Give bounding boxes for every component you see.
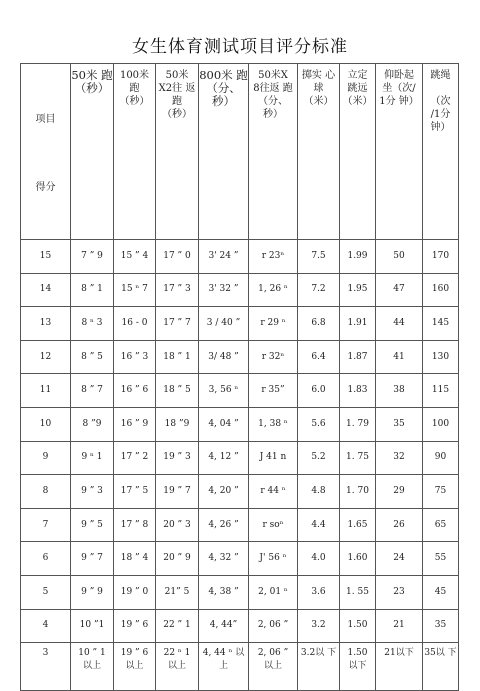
table-cell: 8 ”9 (71, 407, 114, 441)
table-cell: J' 56 ⁿ (249, 542, 298, 576)
table-cell: 38 (376, 374, 423, 408)
table-cell: 90 (423, 441, 459, 475)
table-cell: 1. 70 (340, 475, 376, 509)
score-cell: 3 (21, 643, 71, 691)
table-cell: 17 ” 8 (114, 508, 156, 542)
table-cell: 1. 75 (340, 441, 376, 475)
table-cell: 21 (376, 609, 423, 643)
table-cell: 1.50 (340, 609, 376, 643)
table-cell: 3' 24 ” (199, 240, 249, 274)
table-cell: 16 - 0 (114, 307, 156, 341)
table-cell: 8 ” 1 (71, 273, 114, 307)
table-cell: 1.91 (340, 307, 376, 341)
table-cell: 47 (376, 273, 423, 307)
table-cell: 3.6 (298, 575, 340, 609)
score-cell: 6 (21, 542, 71, 576)
table-cell: 4, 12 ” (199, 441, 249, 475)
table-cell: 1. 79 (340, 407, 376, 441)
score-cell: 15 (21, 240, 71, 274)
table-cell: r 44 ⁿ (249, 475, 298, 509)
table-row (21, 407, 459, 441)
table-row (21, 643, 459, 691)
column-header: 跳绳 （次 /1分 钟） (423, 64, 459, 240)
column-header: 100米 跑 （秒） (114, 64, 156, 240)
table-cell: 1, 38 ⁿ (249, 407, 298, 441)
table-cell: 4, 38 ” (199, 575, 249, 609)
column-header: 50米X 8往返 跑 （分、 秒） (249, 64, 298, 240)
table-cell: 10 ” 1 以上 (71, 643, 114, 691)
table-cell: 16 ” 9 (114, 407, 156, 441)
table-cell: 20 ” 3 (156, 508, 199, 542)
table-cell: 19 ” 6 (114, 609, 156, 643)
table-cell: 4, 20 ” (199, 475, 249, 509)
table-cell: 17 ” 2 (114, 441, 156, 475)
table-cell: 35以 下 (423, 643, 459, 691)
table-cell: 1.60 (340, 542, 376, 576)
table-cell: 21” 5 (156, 575, 199, 609)
table-cell: 4, 44 ⁿ 以 上 (199, 643, 249, 691)
table-cell: 3.2以 下 (298, 643, 340, 691)
table-row (21, 340, 459, 374)
table-cell: 32 (376, 441, 423, 475)
table-cell: 18 ” 5 (156, 374, 199, 408)
table-row (21, 542, 459, 576)
table-cell: 115 (423, 374, 459, 408)
column-header: 50米 X2往 返 跑 （秒） (156, 64, 199, 240)
table-cell: 23 (376, 575, 423, 609)
table-cell: 4, 04 ” (199, 407, 249, 441)
page-title: 女生体育测试项目评分标准 (132, 37, 348, 57)
table-cell: 160 (423, 273, 459, 307)
score-cell: 14 (21, 273, 71, 307)
score-cell: 5 (21, 575, 71, 609)
table-cell: 1.99 (340, 240, 376, 274)
score-table (20, 63, 459, 691)
table-row (21, 575, 459, 609)
table-cell: 1. 55 (340, 575, 376, 609)
table-cell: 3/ 48 ” (199, 340, 249, 374)
header-row (21, 64, 459, 240)
table-cell: 130 (423, 340, 459, 374)
table-cell: 65 (423, 508, 459, 542)
table-cell: 4, 44” (199, 609, 249, 643)
table-cell: 9 ” 3 (71, 475, 114, 509)
table-row (21, 374, 459, 408)
score-cell: 10 (21, 407, 71, 441)
table-cell: 29 (376, 475, 423, 509)
score-cell: 7 (21, 508, 71, 542)
table-cell: 1, 26 ⁿ (249, 273, 298, 307)
table-cell: 5.6 (298, 407, 340, 441)
table-cell: 6.4 (298, 340, 340, 374)
score-label: 得分 (35, 182, 56, 193)
table-cell: 41 (376, 340, 423, 374)
table-row (21, 609, 459, 643)
table-cell: 20 ” 9 (156, 542, 199, 576)
table-cell: 17 ” 0 (156, 240, 199, 274)
table-cell: 26 (376, 508, 423, 542)
table-cell: 3.2 (298, 609, 340, 643)
table-cell: 8 ” 5 (71, 340, 114, 374)
table-cell: 16 ” 6 (114, 374, 156, 408)
table-cell: 3, 56 ⁿ (199, 374, 249, 408)
table-row (21, 273, 459, 307)
table-cell: 170 (423, 240, 459, 274)
table-cell: 3 / 40 ” (199, 307, 249, 341)
score-cell: 13 (21, 307, 71, 341)
score-cell: 9 (21, 441, 71, 475)
column-header: 掷实 心 球 （米） (298, 64, 340, 240)
table-cell: 19 ” 6 以上 (114, 643, 156, 691)
table-cell: 4.0 (298, 542, 340, 576)
table-cell: 8 ” 7 (71, 374, 114, 408)
table-row (21, 307, 459, 341)
table-cell: 17 ” 5 (114, 475, 156, 509)
table-cell: 9 ⁿ 1 (71, 441, 114, 475)
table-cell: 21以下 (376, 643, 423, 691)
table-cell: 9 ” 7 (71, 542, 114, 576)
score-cell: 8 (21, 475, 71, 509)
score-cell: 12 (21, 340, 71, 374)
table-row (21, 508, 459, 542)
table-cell: 17 ” 3 (156, 273, 199, 307)
table-cell: 8 ⁿ 3 (71, 307, 114, 341)
table-cell: 55 (423, 542, 459, 576)
table-cell: 100 (423, 407, 459, 441)
table-cell: 6.8 (298, 307, 340, 341)
table-cell: 4.4 (298, 508, 340, 542)
table-cell: 1.87 (340, 340, 376, 374)
table-cell: 7 ” 9 (71, 240, 114, 274)
table-cell: J 41 n (249, 441, 298, 475)
table-cell: 3' 32 ” (199, 273, 249, 307)
table-cell: 75 (423, 475, 459, 509)
score-cell: 11 (21, 374, 71, 408)
table-cell: 1.83 (340, 374, 376, 408)
table-cell: 19 ” 3 (156, 441, 199, 475)
table-cell: 145 (423, 307, 459, 341)
table-cell: 6.0 (298, 374, 340, 408)
table-row (21, 240, 459, 274)
table-cell: 50 (376, 240, 423, 274)
column-header: 仰卧起 坐（次/ 1分 钟） (376, 64, 423, 240)
table-cell: 9 ” 5 (71, 508, 114, 542)
table-cell: 9 ” 9 (71, 575, 114, 609)
table-cell: 45 (423, 575, 459, 609)
score-cell: 4 (21, 609, 71, 643)
table-cell: 4, 32 ” (199, 542, 249, 576)
item-label: 项目 (35, 114, 56, 125)
table-cell: 35 (423, 609, 459, 643)
table-cell: 18 ” 4 (114, 542, 156, 576)
table-cell: 10 ”1 (71, 609, 114, 643)
column-header: 800米 跑 （分、 秒） (199, 64, 249, 240)
table-cell: 16 ” 3 (114, 340, 156, 374)
table-cell: 24 (376, 542, 423, 576)
table-cell: 35 (376, 407, 423, 441)
table-cell: 19 ” 7 (156, 475, 199, 509)
table-cell: 2, 06 ” 以上 (249, 643, 298, 691)
table-cell: 15 ” 4 (114, 240, 156, 274)
table-cell: r 35” (249, 374, 298, 408)
table-cell: 1.65 (340, 508, 376, 542)
table-cell: 18 ” 1 (156, 340, 199, 374)
item-score-header (21, 64, 71, 240)
table-cell: 22 ” 1 (156, 609, 199, 643)
table-cell: 4.8 (298, 475, 340, 509)
table-row (21, 475, 459, 509)
table-cell: r soⁿ (249, 508, 298, 542)
table-cell: 15 ⁿ 7 (114, 273, 156, 307)
table-cell: r 32ⁿ (249, 340, 298, 374)
table-cell: 18 ”9 (156, 407, 199, 441)
table-cell: 1.95 (340, 273, 376, 307)
table-cell: 4, 26 ” (199, 508, 249, 542)
table-cell: 2, 01 ⁿ (249, 575, 298, 609)
table-cell: r 23ⁿ (249, 240, 298, 274)
table-cell: r 29 ⁿ (249, 307, 298, 341)
table-cell: 17 ” 7 (156, 307, 199, 341)
table-cell: 7.5 (298, 240, 340, 274)
table-cell: 19 ” 0 (114, 575, 156, 609)
table-cell: 2, 06 ” (249, 609, 298, 643)
table-cell: 1.50 以下 (340, 643, 376, 691)
table-cell: 7.2 (298, 273, 340, 307)
table-cell: 22 ⁿ 1 以上 (156, 643, 199, 691)
table-row (21, 441, 459, 475)
table-cell: 5.2 (298, 441, 340, 475)
column-header: 立定 跳远 （米） (340, 64, 376, 240)
column-header: 50米 跑 （秒） (71, 64, 114, 240)
table-cell: 44 (376, 307, 423, 341)
